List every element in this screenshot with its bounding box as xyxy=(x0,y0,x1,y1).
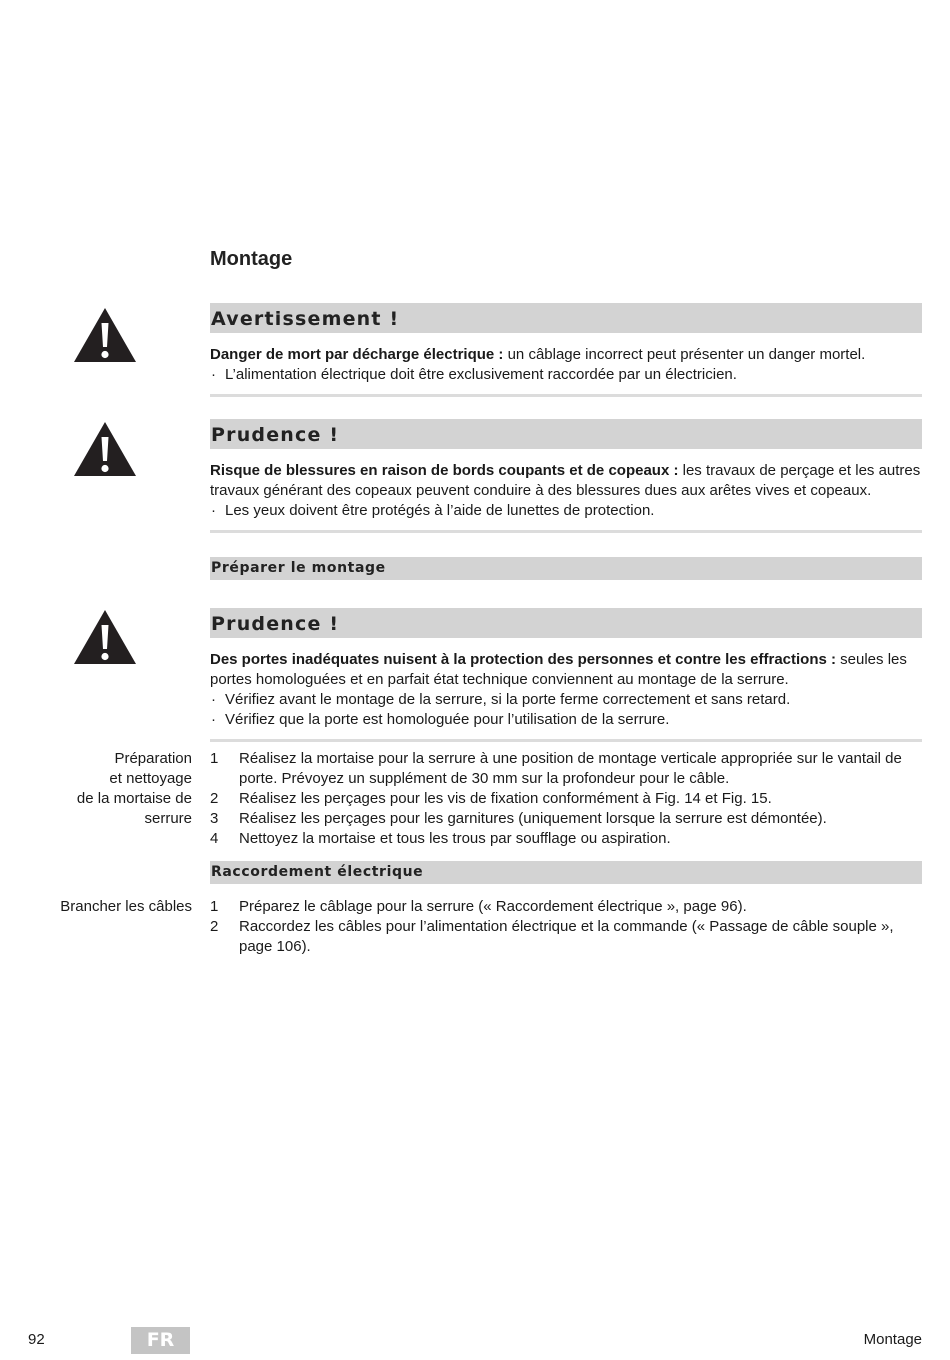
warning-text xyxy=(210,345,922,385)
side-label-cables: Brancher les câbles xyxy=(60,898,192,915)
page-title: Montage xyxy=(210,248,293,270)
language-badge: FR xyxy=(131,1327,190,1354)
caution-bullet: · Les yeux doivent être protégés à l’aide de lunettes de protection. xyxy=(211,502,655,519)
warning-heading: Avertissement ! xyxy=(210,303,922,333)
caution-lead: Des portes inadéquates nuisent à la protection des personnes et contre les effractions : xyxy=(210,651,836,668)
list-item: 1 Préparez le câblage pour la serrure (« Raccordement électrique », page 96). xyxy=(210,898,747,915)
warning-triangle-icon xyxy=(72,608,138,666)
warning-bullet: · L’alimentation électrique doit être exclusivement raccordée par un électricien. xyxy=(211,366,737,383)
caution-text xyxy=(210,461,922,521)
list-item: 2 Réalisez les perçages pour les vis de fixation conformément à Fig. 14 et Fig. 15. xyxy=(210,790,772,807)
list-item: 4 Nettoyez la mortaise et tous les trous par soufflage ou aspiration. xyxy=(210,830,671,847)
page-number: 92 xyxy=(28,1331,45,1348)
caution-heading: Prudence ! xyxy=(210,608,922,638)
caution-lead: Risque de blessures en raison de bords coupants et de copeaux : xyxy=(210,462,679,479)
caution-heading: Prudence ! xyxy=(210,419,922,449)
warning-triangle-icon xyxy=(72,306,138,364)
list-item: 1 Réalisez la mortaise pour la serrure à une position de montage verticale appropriée sur le vantail de porte. Prévoyez un supplément de 30 mm sur la profondeur pour le câble. xyxy=(210,750,902,787)
caution-lead-text: les travaux de perçage et les autres travaux générant des copeaux peuvent conduire à des blessures dues aux arêtes vives et copeaux. xyxy=(210,462,921,499)
caution-bullet: · Vérifiez que la porte est homologuée pour l’utilisation de la serrure. xyxy=(211,711,670,728)
section-heading-electric: Raccordement électrique xyxy=(210,861,922,884)
list-item: 3 Réalisez les perçages pour les garnitures (uniquement lorsque la serrure est démontée). xyxy=(210,810,827,827)
caution-lead-text: seules les portes homologuées et en parfait état technique conviennent au montage de la serrure. xyxy=(210,651,907,688)
warning-triangle-icon xyxy=(72,420,138,478)
list-item: 2 Raccordez les câbles pour l’alimentation électrique et la commande (« Passage de câble souple », page 106). xyxy=(210,918,894,955)
caution-bullet: · Vérifiez avant le montage de la serrure, si la porte ferme correctement et sans retard. xyxy=(211,691,791,708)
footer-section: Montage xyxy=(863,1331,922,1348)
divider xyxy=(210,530,922,533)
divider xyxy=(210,739,922,742)
cable-steps xyxy=(210,897,922,957)
caution-text xyxy=(210,650,922,730)
section-heading-prepare: Préparer le montage xyxy=(210,557,922,580)
divider xyxy=(210,394,922,397)
preparation-steps xyxy=(210,749,922,849)
warning-lead: Danger de mort par décharge électrique : xyxy=(210,346,504,363)
side-label-preparation: Préparation et nettoyage de la mortaise de serrure xyxy=(76,750,192,827)
warning-lead-text: un câblage incorrect peut présenter un danger mortel. xyxy=(503,346,866,363)
